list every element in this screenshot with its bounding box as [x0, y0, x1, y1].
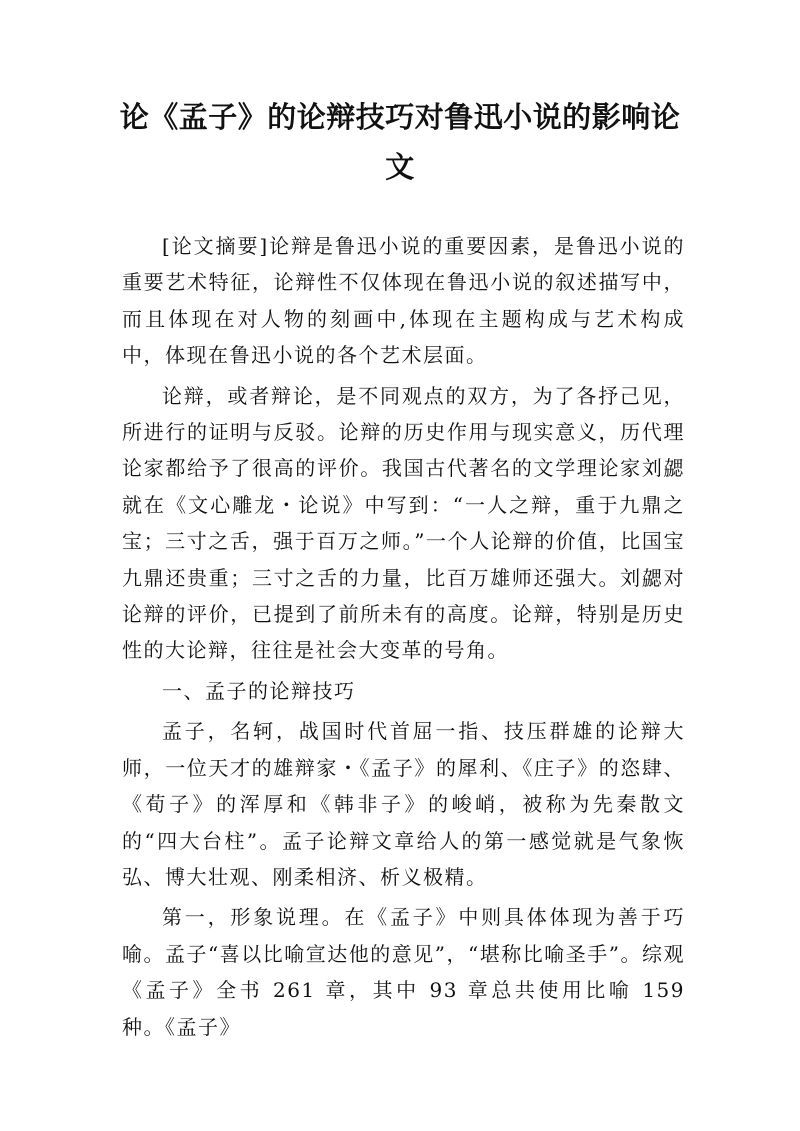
body-paragraph: 孟子，名轲，战国时代首屈一指、技压群雄的论辩大师，一位天才的雄辩家・《孟子》的犀利、《庄子》的恣肆、《荀子》的浑厚和《韩非子》的峻峭，被称为先秦散文的“四大台柱”。孟子论辩文章给人的第一感觉就是气象恢弘、博大壮观、刚柔相济、析义极精。: [122, 719, 685, 889]
body-paragraph: 第一，形象说理。在《孟子》中则具体体现为善于巧喻。孟子“喜以比喻宣达他的意见”，“堪称比喻圣手”。综观《孟子》全书 261 章，其中 93 章总共使用比喻 159 种。《孟子》: [122, 905, 685, 1039]
document-title: 论《孟子》的论辩技巧对鲁迅小说的影响论文: [119, 100, 681, 184]
body-paragraph: 论辩，或者辩论，是不同观点的双方，为了各抒己见，所进行的证明与反驳。论辩的历史作用与现实意义，历代理论家都给予了很高的评价。我国古代著名的文学理论家刘勰就在《文心雕龙・论说》中写到：“一人之辩，重于九鼎之宝；三寸之舌，强于百万之师。”一个人论辩的价值，比国宝九鼎还贵重；三寸之舌的力量，比百万雄师还强大。刘勰对论辩的评价，已提到了前所未有的高度。论辩，特别是历史性的大论辩，往往是社会大变革的号角。: [122, 383, 685, 663]
document-body: [122, 228, 685, 1049]
section-heading: 一、孟子的论辩技巧: [162, 678, 356, 703]
abstract-paragraph: [论文摘要]论辩是鲁迅小说的重要因素，是鲁迅小说的重要艺术特征，论辩性不仅体现在鲁迅小说的叙述描写中，而且体现在对人物的刻画中,体现在主题构成与艺术构成中，体现在鲁迅小说的各个艺术层面。: [122, 234, 685, 368]
